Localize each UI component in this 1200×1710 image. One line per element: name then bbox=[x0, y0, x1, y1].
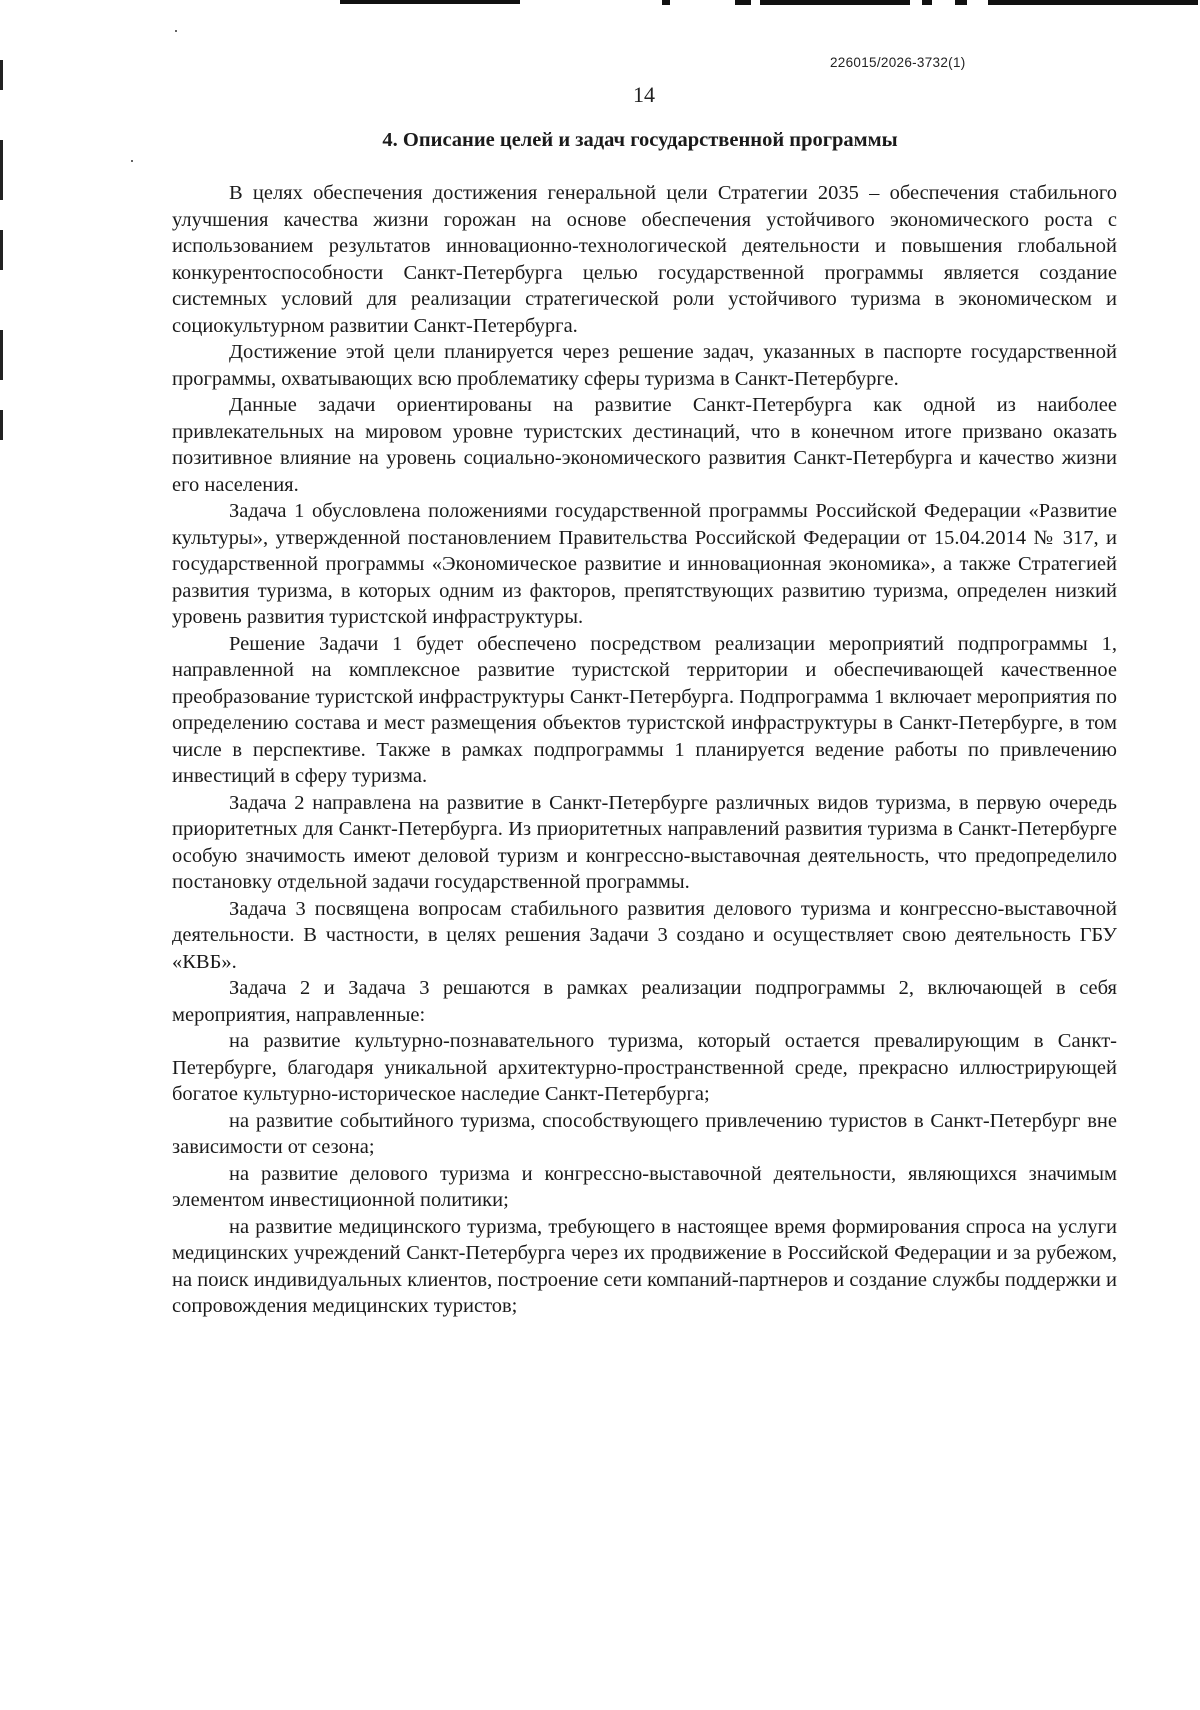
paragraph: Задача 3 посвящена вопросам стабильного развития делового туризма и конгрессно-выставочной деятельности. В частности, в целях решения Задачи 3 создано и осуществляет свою деятельность ГБУ «КВБ». bbox=[172, 897, 1117, 973]
page-number: 14 bbox=[633, 82, 655, 107]
scan-artifact-left-3 bbox=[0, 230, 3, 270]
document-registration-number: 226015/2026-3732(1) bbox=[830, 55, 966, 70]
scan-artifact-top-2 bbox=[662, 0, 670, 5]
scan-speck bbox=[131, 160, 133, 162]
paragraph: Данные задачи ориентированы на развитие Санкт-Петербурга как одной из наиболее привлекательных на мировом уровне туристских дестинаций, что в конечном итоге призвано оказать позитивное влияние на уровень социально-экономического развития Санкт-Петербурга и качество жизни его населения. bbox=[172, 394, 1117, 496]
scan-artifact-top-4 bbox=[760, 0, 910, 5]
scan-artifact-left-4 bbox=[0, 330, 3, 380]
list-item: на развитие событийного туризма, способствующего привлечению туристов в Санкт-Петербург вне зависимости от сезона; bbox=[172, 1109, 1117, 1158]
scan-artifact-top-3 bbox=[735, 0, 751, 5]
list-item: на развитие культурно-познавательного туризма, который остается превалирующим в Санкт-Петербурге, благодаря уникальной архитектурно-пространственной среде, прекрасно иллюстрирующей богатое культурно-историческое наследие Санкт-Петербурга; bbox=[172, 1030, 1117, 1105]
paragraph: Задача 1 обусловлена положениями государственной программы Российской Федерации «Развитие культуры», утвержденной постановлением Правительства Российской Федерации от 15.04.2014 № 317, и государственной программы «Экономическое развитие и инновационная экономика», а также Стратегией развития туризма, в которых одним из факторов, препятствующих развитию туризма, определен низкий уровень развития туристской инфраструктуры. bbox=[172, 500, 1117, 628]
section-title: 4. Описание целей и задач государственной программы bbox=[382, 129, 898, 151]
scan-artifact-left-2 bbox=[0, 140, 3, 200]
scan-artifact-left-5 bbox=[0, 410, 3, 440]
scan-speck bbox=[175, 30, 177, 32]
paragraph: Решение Задачи 1 будет обеспечено посредством реализации мероприятий подпрограммы 1, направленной на комплексное развитие туристской территории и обеспечивающей качественное преобразование туристской инфраструктуры Санкт-Петербурга. Подпрограмма 1 включает мероприятия по определению состава и мест размещения объектов туристской инфраструктуры в Санкт-Петербурге, в том числе в перспективе. Также в рамках подпрограммы 1 планируется ведение работы по привлечению инвестиций в сферу туризма. bbox=[172, 632, 1117, 787]
paragraph: В целях обеспечения достижения генеральной цели Стратегии 2035 – обеспечения стабильного улучшения качества жизни горожан на основе обеспечения устойчивого экономического роста с использованием результатов инновационно-технологической деятельности и повышения глобальной конкурентоспособности Санкт-Петербурга целью государственной программы является создание системных условий для реализации стратегической роли устойчивого туризма в экономическом и социокультурном развитии Санкт-Петербурга. bbox=[172, 182, 1117, 337]
paragraph: Задача 2 направлена на развитие в Санкт-Петербурге различных видов туризма, в первую очередь приоритетных для Санкт-Петербурга. Из приоритетных направлений развития туризма в Санкт-Петербурге особую значимость имеют деловой туризм и конгрессно-выставочная деятельность, что предопределило постановку отдельной задачи государственной программы. bbox=[172, 791, 1117, 893]
document-body bbox=[172, 180, 1117, 1320]
scan-artifact-top-6 bbox=[955, 0, 967, 5]
paragraph: Достижение этой цели планируется через решение задач, указанных в паспорте государственной программы, охватывающих всю проблематику сферы туризма в Санкт-Петербурге. bbox=[172, 341, 1117, 390]
scan-artifact-top-5 bbox=[922, 0, 932, 5]
scan-artifact-top-7 bbox=[988, 0, 1198, 5]
list-item: на развитие медицинского туризма, требующего в настоящее время формирования спроса на услуги медицинских учреждений Санкт-Петербурга через их продвижение в Российской Федерации и за рубежом, на поиск индивидуальных клиентов, построение сети компаний-партнеров и создание службы поддержки и сопровождения медицинских туристов; bbox=[172, 1215, 1117, 1317]
scan-artifact-top-1 bbox=[340, 0, 520, 4]
paragraph: Задача 2 и Задача 3 решаются в рамках реализации подпрограммы 2, включающей в себя мероприятия, направленные: bbox=[172, 977, 1117, 1026]
list-item: на развитие делового туризма и конгрессно-выставочной деятельности, являющихся значимым элементом инвестиционной политики; bbox=[172, 1162, 1117, 1211]
